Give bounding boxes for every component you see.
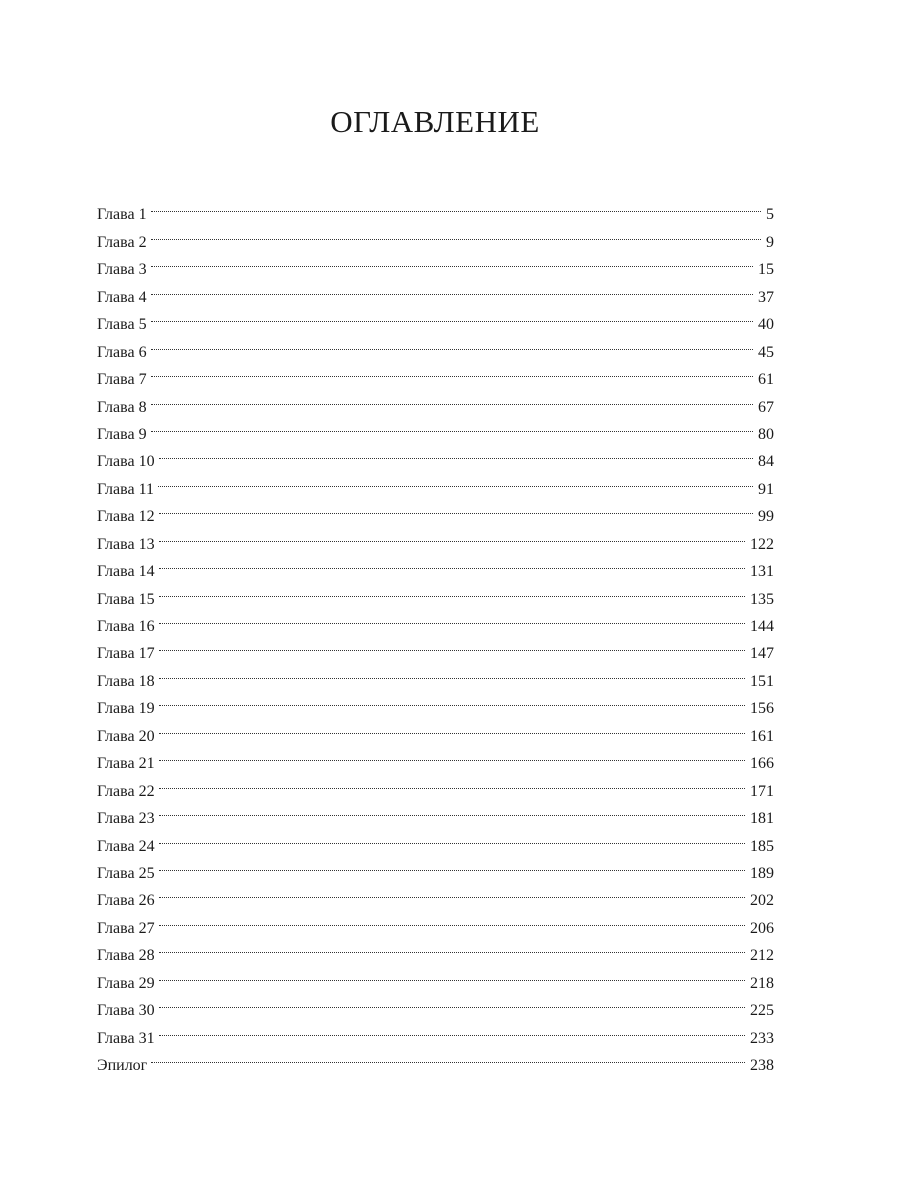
toc-entry-page-number: 147 [750,645,774,663]
toc-entry [97,274,774,306]
dot-leader [159,549,747,576]
dot-leader [159,604,747,631]
toc-entry [97,768,774,800]
toc-entry [97,631,774,663]
toc-entry-label: Глава 12 [97,508,155,526]
toc-entry [97,604,774,635]
toc-entry [97,1015,774,1047]
toc-entry-page-number: 5 [766,206,774,224]
dot-leader [159,960,747,987]
toc-entry-page-number: 181 [750,810,774,828]
toc-entry-page-number: 37 [758,288,774,306]
toc-entry [97,960,774,992]
toc-entry [97,851,774,882]
toc-entry-label: Глава 8 [97,398,147,416]
toc-entry-page-number: 206 [750,919,774,937]
toc-entry-label: Глава 1 [97,206,147,224]
toc-entry-page-number: 171 [750,782,774,800]
dot-leader [151,357,755,384]
dot-leader [159,658,747,685]
dot-leader [159,823,747,850]
toc-entry [97,713,774,745]
toc-entry [97,412,774,443]
toc-entry [97,658,774,690]
toc-entry-label: Глава 6 [97,343,147,361]
toc-entry-label: Глава 7 [97,371,147,389]
dot-leader [151,384,755,411]
toc-entry-page-number: 131 [750,563,774,581]
dot-leader [151,274,755,301]
toc-entry-page-number: 122 [750,535,774,553]
dot-leader [159,521,747,548]
table-of-contents [97,192,774,1074]
toc-entry [97,1043,774,1074]
toc-entry [97,576,774,608]
toc-entry [97,247,774,279]
toc-entry-page-number: 156 [750,700,774,718]
toc-entry-label: Глава 18 [97,672,155,690]
toc-entry-label: Эпилог [97,1057,148,1074]
dot-leader [151,247,755,274]
dot-leader [151,219,763,246]
toc-entry-label: Глава 21 [97,755,155,773]
dot-leader [159,768,747,795]
toc-entry-page-number: 135 [750,590,774,608]
toc-entry-page-number: 238 [750,1057,774,1074]
toc-entry-label: Глава 29 [97,974,155,992]
dot-leader [159,741,747,768]
page-title: ОГЛАВЛЕНИЕ [330,104,540,139]
toc-entry [97,686,774,718]
toc-entry-page-number: 9 [766,233,774,251]
toc-entry-label: Глава 17 [97,645,155,663]
dot-leader [159,439,755,466]
toc-entry-label: Глава 13 [97,535,155,553]
toc-entry-page-number: 61 [758,371,774,389]
toc-entry-page-number: 15 [758,261,774,279]
toc-entry [97,219,774,251]
dot-leader [158,466,755,493]
toc-entry-page-number: 161 [750,727,774,745]
dot-leader [159,494,755,521]
dot-leader [159,851,747,878]
toc-entry [97,329,774,361]
toc-entry-label: Глава 11 [97,480,154,498]
dot-leader [151,1043,747,1070]
toc-entry [97,192,774,224]
toc-entry-page-number: 166 [750,755,774,773]
dot-leader [159,878,747,905]
toc-entry [97,823,774,855]
toc-entry-label: Глава 30 [97,1002,155,1020]
toc-entry [97,878,774,910]
dot-leader [159,713,747,740]
dot-leader [159,686,747,713]
toc-entry [97,933,774,965]
toc-entry-label: Глава 24 [97,837,155,855]
toc-entry [97,549,774,581]
dot-leader [151,412,755,439]
dot-leader [151,192,763,219]
toc-entry [97,796,774,828]
toc-entry-label: Глава 10 [97,453,155,471]
toc-entry-label: Глава 16 [97,618,155,635]
dot-leader [159,576,747,603]
toc-entry-label: Глава 28 [97,947,155,965]
dot-leader [151,329,755,356]
toc-entry-label: Глава 22 [97,782,155,800]
toc-entry-label: Глава 15 [97,590,155,608]
toc-entry-page-number: 225 [750,1002,774,1020]
toc-entry [97,466,774,498]
toc-entry [97,384,774,416]
toc-entry-page-number: 45 [758,343,774,361]
toc-entry [97,439,774,471]
toc-entry-page-number: 91 [758,480,774,498]
toc-entry-page-number: 212 [750,947,774,965]
toc-entry-page-number: 233 [750,1029,774,1047]
toc-entry-page-number: 99 [758,508,774,526]
toc-entry-label: Глава 31 [97,1029,155,1047]
dot-leader [159,905,747,932]
toc-entry-page-number: 144 [750,618,774,635]
toc-entry-page-number: 80 [758,425,774,443]
toc-entry-label: Глава 26 [97,892,155,910]
toc-entry-page-number: 151 [750,672,774,690]
toc-entry-label: Глава 23 [97,810,155,828]
toc-entry [97,357,774,389]
toc-entry-page-number: 202 [750,892,774,910]
toc-entry-label: Глава 5 [97,316,147,334]
toc-entry-page-number: 218 [750,974,774,992]
dot-leader [159,988,747,1015]
toc-entry [97,521,774,553]
toc-entry-label: Глава 2 [97,233,147,251]
toc-entry-label: Глава 27 [97,919,155,937]
dot-leader [159,796,747,823]
toc-entry-label: Глава 4 [97,288,147,306]
toc-entry-label: Глава 9 [97,425,147,443]
toc-entry-label: Глава 20 [97,727,155,745]
toc-entry [97,905,774,937]
toc-entry-page-number: 189 [750,864,774,882]
toc-entry-page-number: 185 [750,837,774,855]
dot-leader [159,631,747,658]
toc-entry [97,741,774,773]
toc-entry-label: Глава 14 [97,563,155,581]
toc-entry-page-number: 40 [758,316,774,334]
toc-entry [97,302,774,334]
dot-leader [159,933,747,960]
toc-entry-label: Глава 19 [97,700,155,718]
toc-entry-page-number: 84 [758,453,774,471]
toc-entry-label: Глава 3 [97,261,147,279]
toc-entry [97,988,774,1020]
toc-entry-page-number: 67 [758,398,774,416]
dot-leader [151,302,755,329]
dot-leader [159,1015,747,1042]
toc-entry [97,494,774,526]
toc-entry-label: Глава 25 [97,864,155,882]
